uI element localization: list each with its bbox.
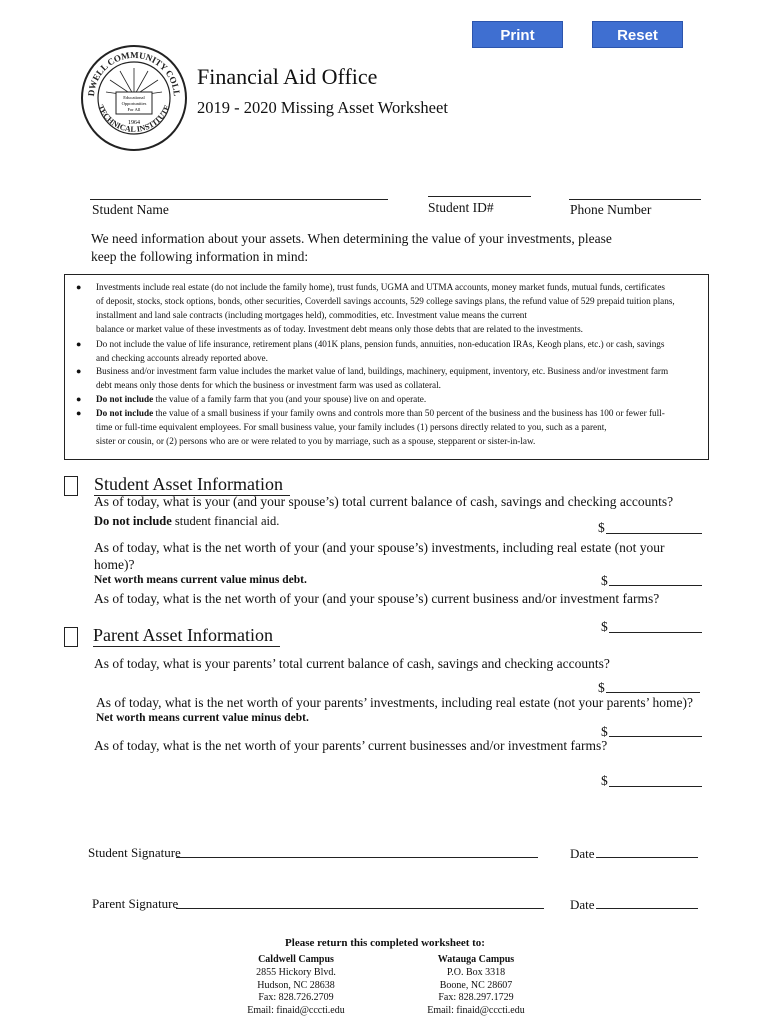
parent-signature-label: Parent Signature [92,896,179,911]
intro-line-1: We need information about your assets. When determining the value of your investments, please [91,231,612,246]
student-id-field[interactable] [428,196,531,197]
student-q1: As of today, what is your (and your spouse’s) total current balance of cash, savings and checking accounts? [94,494,674,509]
bullet-investments: Investments include real estate (do not include the family home), trust funds, UGMA and UTMA accounts, money market funds, mutual funds, certificates of deposit, stocks, stock options, bonds, other securities, Coverdell savings accounts, 529 college savings plans, the refund value of 529 prepaid tuition plans, installment and land sale contracts (including mortgages held), commodities, etc. Investment value means the current balance or market value of these investments as of today. Investment debt means only those debts that are related to the investments. [96,282,675,334]
parent-q1: As of today, what is your parents’ total current balance of cash, savings and checking accounts? [94,656,610,671]
bullet-family-farm: Do not include the value of a family farm that you (and your spouse) live on and operate. [96,394,427,404]
page-subtitle: 2019 - 2020 Missing Asset Worksheet [197,98,448,117]
parent-cash-input[interactable] [606,692,700,693]
student-signature-label: Student Signature [88,845,181,860]
bullet-small-business: Do not include the value of a small business if your family owns and controls more than 50 percent of the business and the business has 100 or fewer full- time or full-time equivalent employees. For small business value, your family includes (1) persons directly related to you, such as a parent, sister or cousin, or (2) persons who are or were related to you by marriage, such as a spouse, stepparent or sister-in-law. [96,408,665,446]
student-investments-input[interactable] [609,585,702,586]
parent-signature-field[interactable] [176,908,544,909]
dollar-sign: $ [601,773,608,788]
bullet-dot: ● [76,408,82,418]
parent-section-checkbox[interactable] [64,627,78,647]
page-title: Financial Aid Office [197,64,378,89]
student-name-field[interactable] [90,199,388,200]
parent-investments-input[interactable] [609,736,702,737]
student-id-label: Student ID# [428,200,494,215]
parent-q2-note: Net worth means current value minus debt. [96,712,309,724]
student-business-input[interactable] [609,632,702,633]
parent-section-heading: Parent Asset Information [93,625,273,645]
bullet-dot: ● [76,366,82,376]
student-q1-note: Do not include student financial aid. [94,514,280,528]
dollar-sign: $ [601,619,608,634]
caldwell-campus-address: Caldwell Campus 2855 Hickory Blvd. Hudson, NC 28638 Fax: 828.726.2709 Email: finaid@cccti.edu [247,954,345,1017]
phone-number-field[interactable] [569,199,701,200]
student-name-label: Student Name [92,202,169,217]
dollar-sign: $ [598,680,605,695]
student-q3: As of today, what is the net worth of your (and your spouse’s) current business and/or investment farms? [94,591,660,606]
svg-text:CALDWELL COMMUNITY COLLEGE: DWELL COMMUNITY COLL [85,49,183,97]
svg-text:For All: For All [127,107,141,112]
bullet-dot: ● [76,282,82,292]
reset-button[interactable]: Reset [592,21,683,48]
dollar-sign: $ [601,724,608,739]
parent-business-input[interactable] [609,786,702,787]
phone-number-label: Phone Number [570,202,652,217]
bullet-dot: ● [76,394,82,404]
svg-text:Educational: Educational [123,95,145,100]
print-button[interactable]: Print [472,21,563,48]
return-instructions: Please return this completed worksheet to: [285,937,485,949]
bullet-dot: ● [76,339,82,349]
svg-text:TECHNICAL INSTITUTE: TECHNICAL INSTITUTE [96,103,172,134]
intro-line-2: keep the following information in mind: [91,249,309,264]
bullet-business-farm: Business and/or investment farm value includes the market value of land, buildings, machinery, equipment, inventory, etc. Business and/or investment farm debt means only those dents for which the business or investment farm was used as collateral. [96,366,669,390]
student-date-label: Date [570,846,595,861]
bullet-exclusions: Do not include the value of life insurance, retirement plans (401K plans, pension funds, annuities, non-education IRAs, Keogh plans, etc.) or cash, savings and checking accounts already reported above. [96,339,665,363]
parent-date-label: Date [570,897,595,912]
parent-q2: As of today, what is the net worth of your parents’ investments, including real estate (not your parents’ home)? [96,695,693,710]
svg-text:Opportunities: Opportunities [121,101,147,106]
parent-date-field[interactable] [596,908,698,909]
student-signature-field[interactable] [176,857,538,858]
student-section-checkbox[interactable] [64,476,78,496]
dollar-sign: $ [598,520,605,535]
student-section-heading: Student Asset Information [94,474,283,494]
watauga-campus-address: Watauga Campus P.O. Box 3318 Boone, NC 28607 Fax: 828.297.1729 Email: finaid@cccti.edu [427,954,525,1017]
parent-q3: As of today, what is the net worth of your parents’ current businesses and/or investment farms? [94,738,608,753]
student-date-field[interactable] [596,857,698,858]
student-q2-line2: home)? [94,557,135,572]
svg-text:1964: 1964 [128,120,140,126]
heading-underline [93,646,280,647]
dollar-sign: $ [601,573,608,588]
student-cash-input[interactable] [606,533,702,534]
student-q2-line1: As of today, what is the net worth of your (and your spouse’s) investments, including real estate (not your [94,540,665,555]
student-q2-note: Net worth means current value minus debt. [94,574,307,586]
college-seal-logo [80,44,188,152]
